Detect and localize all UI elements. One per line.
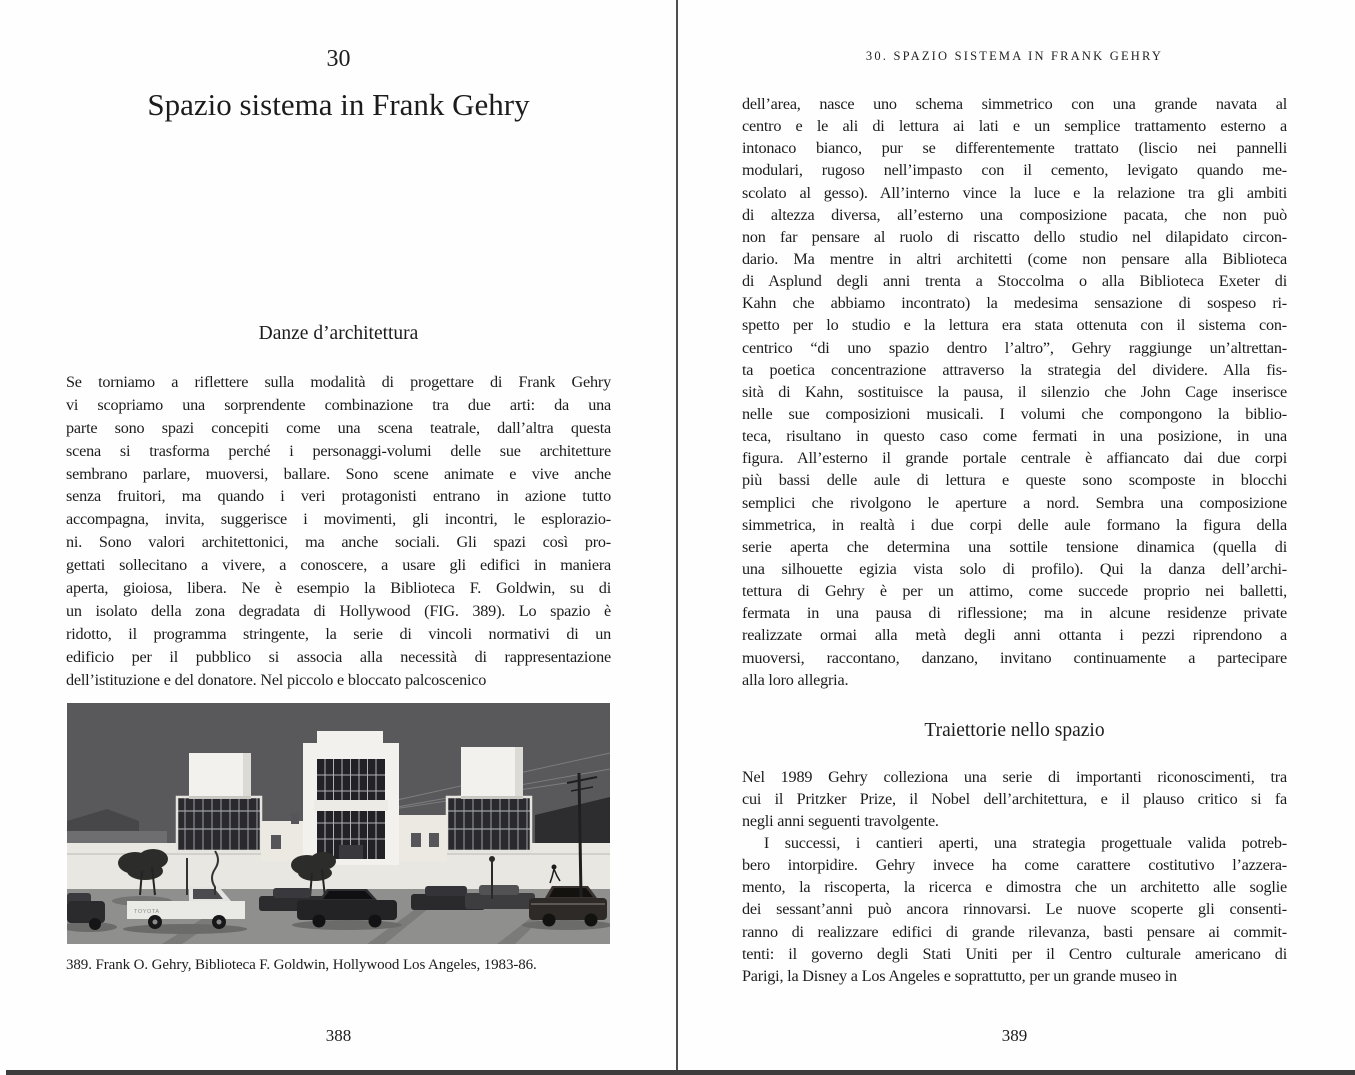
- text-line: I successi, i cantieri aperti, una strategia progettuale valida potreb-: [763, 834, 1287, 852]
- running-header: 30. SPAZIO SISTEMA IN FRANK GEHRY: [865, 49, 1164, 63]
- text-line: dell’area, nasce uno schema simmetrico con una grande navata al: [742, 95, 1287, 113]
- text-line: simmetrica, in realtà i due corpi delle aule formano la figura della: [742, 515, 1287, 534]
- left-reading-pavilion: [177, 753, 261, 851]
- text-line: centrico “di uno spazio dentro l’altro”, Gehry raggiunge un’altrettan-: [742, 338, 1287, 357]
- balcony-band: [314, 800, 388, 811]
- text-line: scolato al gesso). All’interno vince la luce e la relazione tra gli ambiti: [742, 183, 1287, 202]
- text-line: centro e le ali di lettura ai lati e un semplice trattamento esterno a: [742, 117, 1287, 136]
- text-line: Nel 1989 Gehry colleziona una serie di importanti riconoscimenti, tra: [742, 768, 1287, 786]
- text-line: vi scopriamo una sorprendente combinazione tra due arti: da una: [66, 395, 611, 414]
- right-cube: [461, 747, 523, 799]
- text-line: un isolato della zona degradata di Hollywood (FIG. 389). Lo spazio è: [66, 601, 611, 620]
- text-line: semplici che rivolgono le aperture a nord. Sembra una composizione: [742, 493, 1287, 512]
- text-line: aperta, gioiosa, libera. Ne è esempio la Biblioteca F. Goldwin, su di: [66, 579, 611, 598]
- chapter-title: Spazio sistema in Frank Gehry: [147, 87, 530, 122]
- section-heading-traiettorie: Traiettorie nello spazio: [924, 720, 1105, 741]
- left-cube: [189, 753, 251, 799]
- figure-caption: 389. Frank O. Gehry, Biblioteca F. Goldwin, Hollywood Los Angeles, 1983-86.: [66, 957, 537, 973]
- text-line: alla loro allegria.: [742, 670, 849, 689]
- text-line: Parigi, la Disney a Los Angeles e soprattutto, per un grande museo in: [742, 966, 1177, 985]
- chapter-number: 30: [326, 46, 351, 72]
- text-line: sità di Kahn, sostituisce la pausa, il silenzio che John Cage inserisce: [742, 382, 1287, 401]
- text-line: dario. Ma mentre in altri architetti (come non pensare alla Biblioteca: [742, 249, 1287, 268]
- text-line: realizzate ormai alla metà degli anni ottanta i pezzi riprendono a: [742, 626, 1287, 645]
- body-paragraph-right-2: [742, 766, 1287, 832]
- text-line: muoversi, raccontano, danzano, invitano continuamente a partecipare: [742, 648, 1287, 667]
- text-line: Kahn che abbiamo incontrato) la medesima sensazione di sospeso ri-: [742, 294, 1287, 313]
- entry-door: [339, 845, 363, 859]
- text-line: ta poetica concentrazione attraverso la strategia del dividere. Alla fis-: [742, 360, 1287, 379]
- text-line: nelle sue composizioni musicali. I volumi che compongono la biblio-: [742, 404, 1287, 423]
- text-line: parte sono spazi concepiti come una scena teatrale, dall’altra questa: [66, 418, 611, 437]
- central-tower: [303, 731, 399, 865]
- text-line: serie aperta che determina una sottile tensione dinamica (quella di: [742, 537, 1287, 556]
- text-line: tettura di Gehry è per un attimo, come succede proprio nei balletti,: [742, 582, 1287, 601]
- text-line: spetto per lo studio e la lettura era stata ottenuta con il sistema con-: [742, 316, 1287, 335]
- text-line: sembrano parlare, muoversi, ballare. Sono scene animate e vive anche: [66, 464, 611, 483]
- section-heading-danze: Danze d’architettura: [258, 323, 419, 344]
- text-line: mento, la riscoperta, la ricerca e dimostra che un architetto alle soglie: [742, 878, 1287, 897]
- text-line: modulari, rugoso nell’impasto con il cemento, levigato quando me-: [742, 161, 1287, 180]
- page-number-left: 388: [325, 1026, 352, 1045]
- text-line: intonaco bianco, pur se differentemente trattato (liscio nei pannelli: [742, 139, 1287, 158]
- text-line: cui il Pritzker Prize, il Nobel dell’architettura, e il plauso critico si fa: [742, 790, 1287, 809]
- text-line: dei sessant’anni può ancora rinnovarsi. Le nuove scoperte gli consenti-: [742, 900, 1287, 919]
- body-paragraph-left: [66, 371, 611, 691]
- body-paragraph-right-3: [742, 832, 1287, 987]
- text-line: ridotto, il programma stringente, la serie di vincoli normativi di un: [66, 624, 611, 643]
- page-number-right: 389: [1001, 1026, 1028, 1045]
- text-line: figura. All’esterno il grande portale centrale è affiancato dai due corpi: [742, 449, 1287, 468]
- text-line: Se torniamo a riflettere sulla modalità di progettare di Frank Gehry: [66, 373, 611, 391]
- text-line: non far pensare al ruolo di riscatto dello studio nel dilapidato circon-: [742, 227, 1287, 246]
- page-gutter-line: [676, 0, 678, 1075]
- car-sedan-3: [465, 893, 535, 909]
- text-line: una silhouette egizia vista solo di profilo). Qui la danza dell’archi-: [742, 559, 1287, 578]
- scan-edge-bar: [6, 1070, 1355, 1075]
- text-line: edificio per il pubblico si associa alla necessità di rappresentazione: [66, 647, 611, 666]
- text-line: negli anni seguenti travolgente.: [742, 812, 939, 831]
- text-line: tenti: il governo degli Stati Uniti per il Centro culturale americano di: [742, 944, 1287, 963]
- car-far-left: [67, 901, 105, 923]
- text-line: di Asplund degli anni trenta a Stoccolma o alla Biblioteca Exeter di: [742, 272, 1287, 291]
- text-line: accompagna, invita, suggerisce i movimenti, gli incontri, le esplorazio-: [66, 510, 611, 529]
- text-line: dell’istituzione e del donatore. Nel piccolo e bloccato palcoscenico: [66, 670, 487, 689]
- goldwin-library-photo: [67, 703, 610, 944]
- text-line: gettati sollecitano a vivere, a conoscere, a usare gli edifici in maniera: [66, 556, 611, 575]
- figure-photo: [67, 703, 610, 944]
- text-line: più bassi delle aule di lettura e queste sono scomposte in blocchi: [742, 471, 1287, 490]
- text-line: fermata in una pausa di riflessione; ma in alcune residenze private: [742, 604, 1287, 623]
- body-paragraph-right-1: [742, 93, 1287, 691]
- text-line: bero intorpidire. Gehry invece ha come carattere costitutivo l’azzera-: [742, 856, 1287, 875]
- text-line: teca, risultano in questo caso come fermati in una posizione, in una: [742, 427, 1287, 446]
- text-line: scena si trasforma perché i personaggi-volumi delle sue architetture: [66, 441, 611, 460]
- text-line: di altezza diversa, all’esterno una composizione pacata, che non può: [742, 205, 1287, 224]
- text-line: senza fruitori, ma quando i veri protagonisti entrano in azione tutto: [66, 487, 611, 506]
- text-line: ni. Sono valori architettonici, ma anche sociali. Gli spazi così pro-: [66, 533, 611, 552]
- truck-label: TOYOTA: [134, 909, 160, 915]
- text-line: ranno di realizzare edifici di grande rilevanza, basti pensare ai commit-: [742, 922, 1287, 941]
